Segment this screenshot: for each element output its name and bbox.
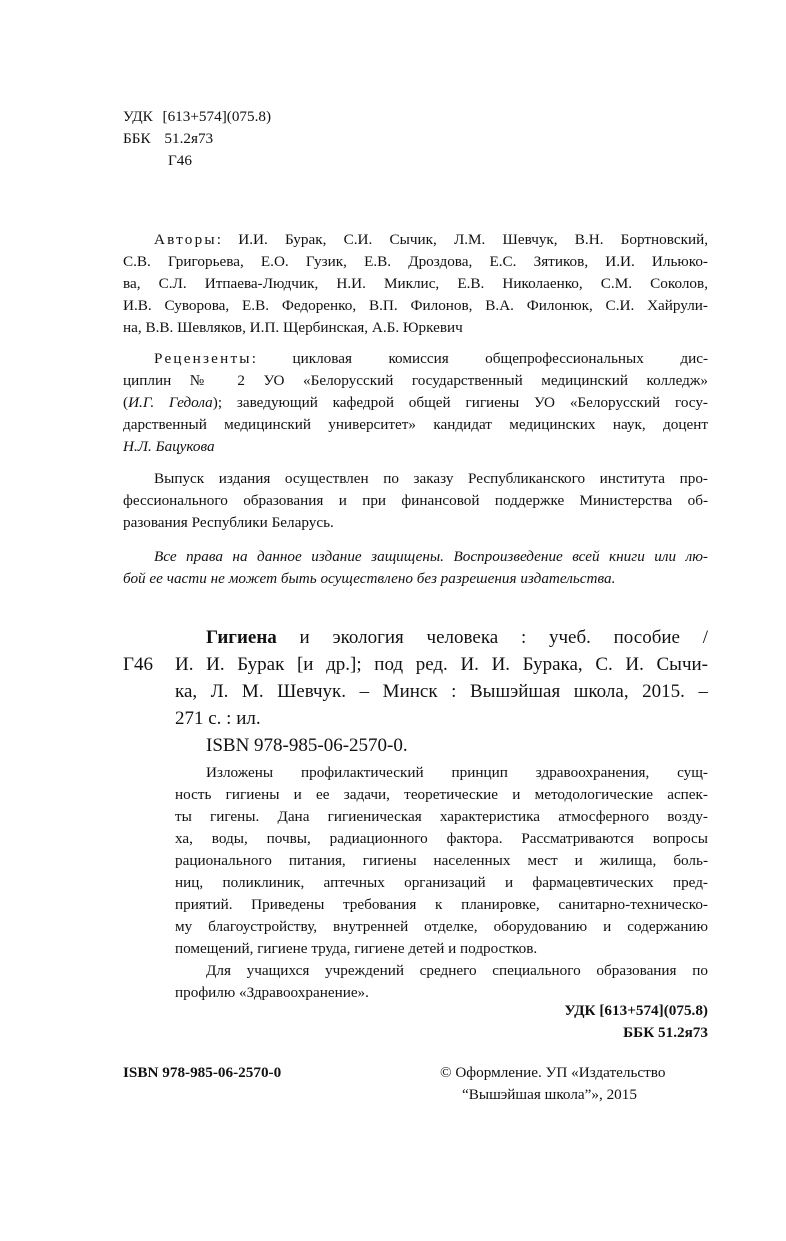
reviewers-block bbox=[123, 348, 708, 458]
authors-block bbox=[123, 229, 708, 339]
udk-value: [613+574](075.8) bbox=[162, 108, 272, 125]
authors-label: Авторы bbox=[154, 231, 217, 248]
abstract-line: ха, воды, почвы, радиационного фактора. Рассматриваются вопросы bbox=[175, 830, 708, 847]
bottom-udk: УДК [613+574](075.8) bbox=[564, 1002, 708, 1019]
author-mark: Г46 bbox=[168, 152, 192, 169]
reviewers-label: Рецензенты bbox=[154, 350, 252, 367]
reviewers-text: цикловая комиссия общепрофессиональных дис- bbox=[292, 350, 708, 367]
audience-line: профилю «Здравоохранение». bbox=[175, 984, 369, 1001]
udk-code bbox=[123, 106, 271, 128]
paren: ( bbox=[123, 394, 129, 411]
abstract-line: ность гигиены и ее задачи, теоретические и методологические аспек- bbox=[175, 786, 708, 803]
abstract-line: Изложены профилактический принцип здравоохранения, сущ- bbox=[206, 764, 708, 781]
bbk-value: 51.2я73 bbox=[164, 130, 214, 147]
funding-line: фессионального образования и при финансовой поддержке Министерства об- bbox=[123, 492, 708, 509]
bib-description bbox=[175, 624, 708, 759]
footer-isbn: ISBN 978-985-06-2570-0 bbox=[123, 1064, 282, 1081]
abstract-line: ты гигены. Дана гигиеническая характеристика атмосферного возду- bbox=[175, 808, 708, 825]
bbk-label: ББК bbox=[123, 130, 151, 147]
authors-line: на, В.В. Шевляков, И.П. Щербинская, А.Б. Юркевич bbox=[123, 319, 463, 336]
authors-text: И.И. Бурак, С.И. Сычик, Л.М. Шевчук, В.Н. Бортновский, bbox=[238, 231, 709, 248]
audience-line: Для учащихся учреждений среднего специального образования по bbox=[206, 962, 708, 979]
reviewers-sep: : bbox=[251, 350, 256, 367]
bib-line bbox=[175, 624, 708, 651]
abstract-line: помещений, гигиене труда, гигиене детей и подростков. bbox=[175, 940, 538, 957]
funding-line: Выпуск издания осуществлен по заказу Республиканского института про- bbox=[154, 470, 708, 487]
abstract-line: приятий. Приведены требования к планировке, санитарно-техническо- bbox=[175, 896, 708, 913]
bib-text: и экология человека : учеб. пособие / bbox=[299, 627, 708, 648]
authors-line bbox=[123, 229, 708, 251]
copyright-line: © Оформление. УП «Издательство bbox=[440, 1064, 666, 1081]
bib-line: ка, Л. М. Шевчук. – Минск : Вышэйшая школа, 2015. – bbox=[175, 681, 708, 702]
bib-mark: Г46 bbox=[123, 654, 153, 675]
reviewers-line: циплин № 2 УО «Белорусский государственный медицинский колледж» bbox=[123, 372, 708, 389]
reviewer-name-1: И.Г. Гедола bbox=[128, 394, 213, 411]
funding-line: разования Республики Беларусь. bbox=[123, 514, 334, 531]
book-title: Гигиена bbox=[206, 627, 277, 648]
rights-block bbox=[123, 546, 708, 590]
rights-line: Все права на данное издание защищены. Воспроизведение всей книги или лю- bbox=[154, 548, 708, 565]
authors-line: С.В. Григорьева, Е.О. Гузик, Е.В. Дроздова, Е.С. Зятиков, И.И. Ильюко- bbox=[123, 253, 708, 270]
abstract-line: рационального питания, гигиены населенных мест и жилища, боль- bbox=[175, 852, 708, 869]
authors-line: ва, С.Л. Итпаева-Людчик, Н.И. Миклис, Е.В. Николаенко, С.М. Соколов, bbox=[123, 275, 708, 292]
authors-line: И.В. Суворова, Е.В. Федоренко, В.П. Филонов, В.А. Филонюк, С.И. Хайрули- bbox=[123, 297, 708, 314]
reviewers-line: дарственный медицинский университет» кандидат медицинских наук, доцент bbox=[123, 416, 708, 433]
copyright-line: “Вышэйшая школа”», 2015 bbox=[462, 1086, 637, 1103]
rights-line: бой ее части не может быть осуществлено без разрешения издательства. bbox=[123, 570, 616, 587]
reviewers-text: ); заведующий кафедрой общей гигиены УО «Белорусский госу- bbox=[212, 394, 708, 411]
authors-sep: : bbox=[216, 231, 222, 248]
funding-block bbox=[123, 468, 708, 534]
bottom-codes bbox=[400, 1000, 708, 1044]
reviewers-line bbox=[123, 392, 708, 414]
copyright-block bbox=[440, 1062, 710, 1106]
abstract-line: му благоустройству, внутренней отделке, оборудованию и содержанию bbox=[175, 918, 708, 935]
abstract-line: ниц, поликлиник, аптечных организаций и фармацевтических пред- bbox=[175, 874, 708, 891]
abstract-block bbox=[175, 762, 708, 1004]
bib-line: 271 с. : ил. bbox=[175, 708, 261, 729]
bottom-bbk: ББК 51.2я73 bbox=[623, 1024, 708, 1041]
reviewers-line bbox=[123, 436, 708, 458]
bib-isbn: ISBN 978-985-06-2570-0. bbox=[206, 735, 408, 756]
bib-line: И. И. Бурак [и др.]; под ред. И. И. Бурака, С. И. Сычи- bbox=[175, 654, 708, 675]
bbk-code bbox=[123, 128, 213, 150]
reviewers-line bbox=[123, 348, 708, 370]
udk-label: УДК bbox=[123, 108, 153, 125]
reviewer-name-2: Н.Л. Бацукова bbox=[123, 438, 215, 455]
